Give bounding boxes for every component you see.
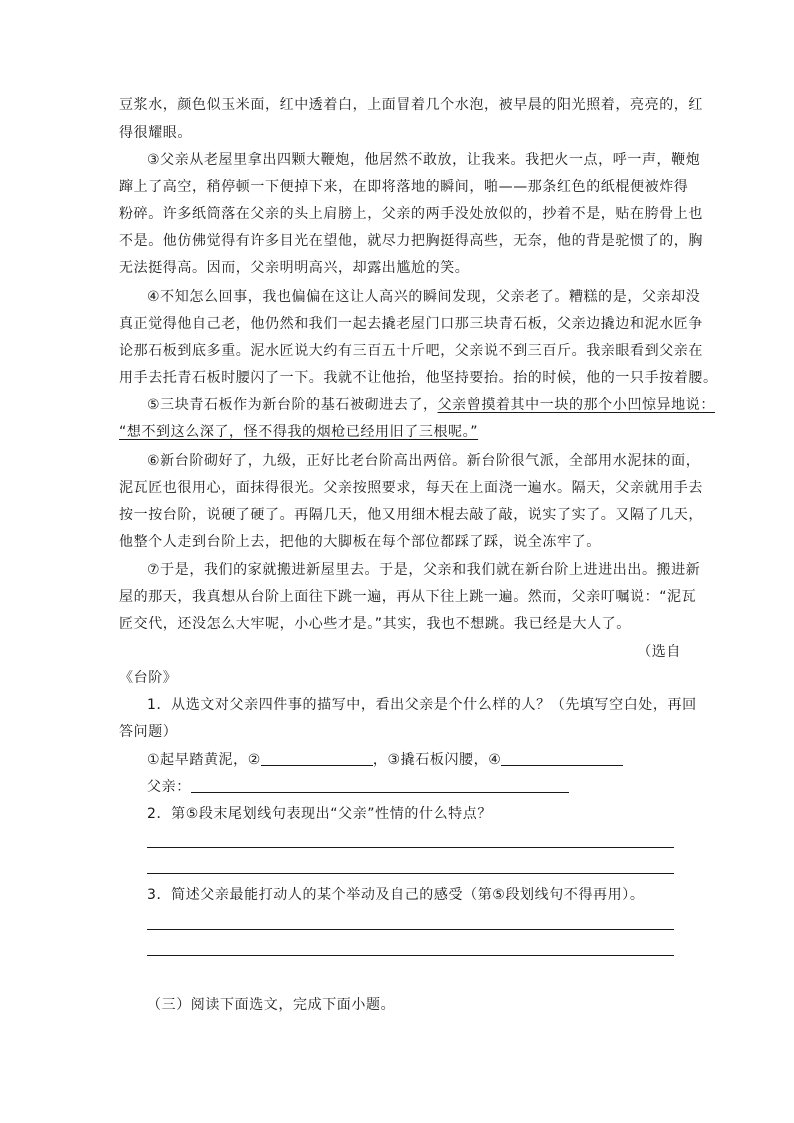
- answer-blank-4[interactable]: [501, 751, 623, 766]
- answer-line[interactable]: [147, 929, 674, 930]
- paragraph-3-line: 粉碎。许多纸筒落在父亲的头上肩膀上，父亲的两手没处放似的，抄着不是，贴在胯骨上也: [119, 206, 703, 222]
- paragraph-7-line: 匠交代，还没怎么大牢呢，小心些才是。”其实，我也不想跳。我已经是大人了。: [119, 616, 631, 632]
- paragraph-6-line: 泥瓦匠也很用心，面抹得很光。父亲按照要求，每天在上面浇一遍水。隔天，父亲就用手去: [119, 480, 703, 496]
- fill-item-1: ①起早踏黄泥，②: [147, 752, 261, 768]
- paragraph-6-line: ⑥新台阶砌好了，九级，正好比老台阶高出两倍。新台阶很气派，全部用水泥抹的面，: [147, 453, 701, 469]
- paragraph-3-line: ③父亲从老屋里拿出四颗大鞭炮，他居然不敢放，让我来。我把火一点，呼一声，鞭炮: [147, 152, 701, 168]
- answer-line[interactable]: [147, 847, 674, 848]
- answer-blank-2[interactable]: [261, 751, 373, 766]
- answer-blank-father[interactable]: [191, 778, 569, 793]
- question-1-father-line: [147, 777, 681, 797]
- question-2: 2．第⑤段末尾划线句表现出“父亲”性情的什么特点？: [147, 806, 492, 822]
- paragraph-7-line: 屋的那天，我真想从台阶上面往下跳一遍，再从下往上跳一遍。然而，父亲叮嘱说：“泥瓦: [119, 589, 697, 605]
- fill-item-3: ，③撬石板闪腰，④: [372, 752, 502, 768]
- paragraph-3-line: 蹿上了高空，稍停顿一下便掉下来，在即将落地的瞬间，啪——那条红色的纸棍便被炸得: [119, 179, 689, 195]
- question-3: 3．简述父亲最能打动人的某个举动及自己的感受（第⑤段划线句不得再用）。: [147, 887, 645, 903]
- question-1-cont: 答问题）: [119, 724, 178, 740]
- text-line: 豆浆水，颜色似玉米面，红中透着白，上面冒着几个水泡，被早晨的阳光照着，亮亮的，红: [119, 97, 703, 113]
- paragraph-6-line: 他整个人走到台阶上去，把他的大脚板在每个部位都踩了踩，说全冻牢了。: [119, 534, 601, 550]
- section-heading: （三）阅读下面选文，完成下面小题。: [147, 997, 396, 1013]
- paragraph-4-line: ④不知怎么回事，我也偏偏在这让人高兴的瞬间发现，父亲老了。糟糕的是，父亲却没: [147, 289, 701, 305]
- source-note: （选自: [637, 644, 681, 660]
- paragraph-6-line: 按一按台阶，说硬了硬了。再隔几天，他又用细木棍去敲了敲，说实了实了。又隔了几天，: [119, 507, 703, 523]
- text-line: 得很耀眼。: [119, 125, 192, 141]
- paragraph-4-line: 论那石板到底多重。泥水匠说大约有三百五十斤吧，父亲说不到三百斤。我亲眼看到父亲在: [119, 343, 703, 359]
- source-title: 《台阶》: [119, 670, 178, 686]
- underlined-sentence-cont: “想不到这么深了，怪不得我的烟枪已经用旧了三根呢。”: [119, 424, 479, 440]
- paragraph-5-start: ⑤三块青石板作为新台阶的基石被砌进去了，: [147, 397, 438, 413]
- paragraph-3-line: 不是。他仿佛觉得有许多目光在望他，就尽力把胸挺得高些，无奈，他的背是驼惯了的，胸: [119, 233, 703, 249]
- father-label: 父亲：: [147, 779, 191, 795]
- paragraph-4-line: 用手去托青石板时腰闪了一下。我就不让他抬，他坚持要抬。抬的时候，他的一只手按着腰。: [119, 370, 718, 386]
- paragraph-3-line: 无法挺得高。因而，父亲明明高兴，却露出尴尬的笑。: [119, 260, 470, 276]
- paragraph-5-line: [147, 395, 715, 415]
- underlined-sentence: 父亲曾摸着其中一块的那个小凹惊异地说：: [437, 397, 715, 413]
- answer-line[interactable]: [147, 873, 674, 874]
- question-1: 1．从选文对父亲四件事的描写中，看出父亲是个什么样的人？（先填写空白处，再回: [147, 697, 697, 713]
- paragraph-7-line: ⑦于是，我们的家就搬进新屋里去。于是，父亲和我们就在新台阶上进进出出。搬进新: [147, 562, 701, 578]
- question-1-fill-line: [147, 750, 681, 770]
- paragraph-4-line: 真正觉得他自己老，他仍然和我们一起去撬老屋门口那三块青石板，父亲边撬边和泥水匠争: [119, 316, 703, 332]
- answer-line[interactable]: [147, 955, 674, 956]
